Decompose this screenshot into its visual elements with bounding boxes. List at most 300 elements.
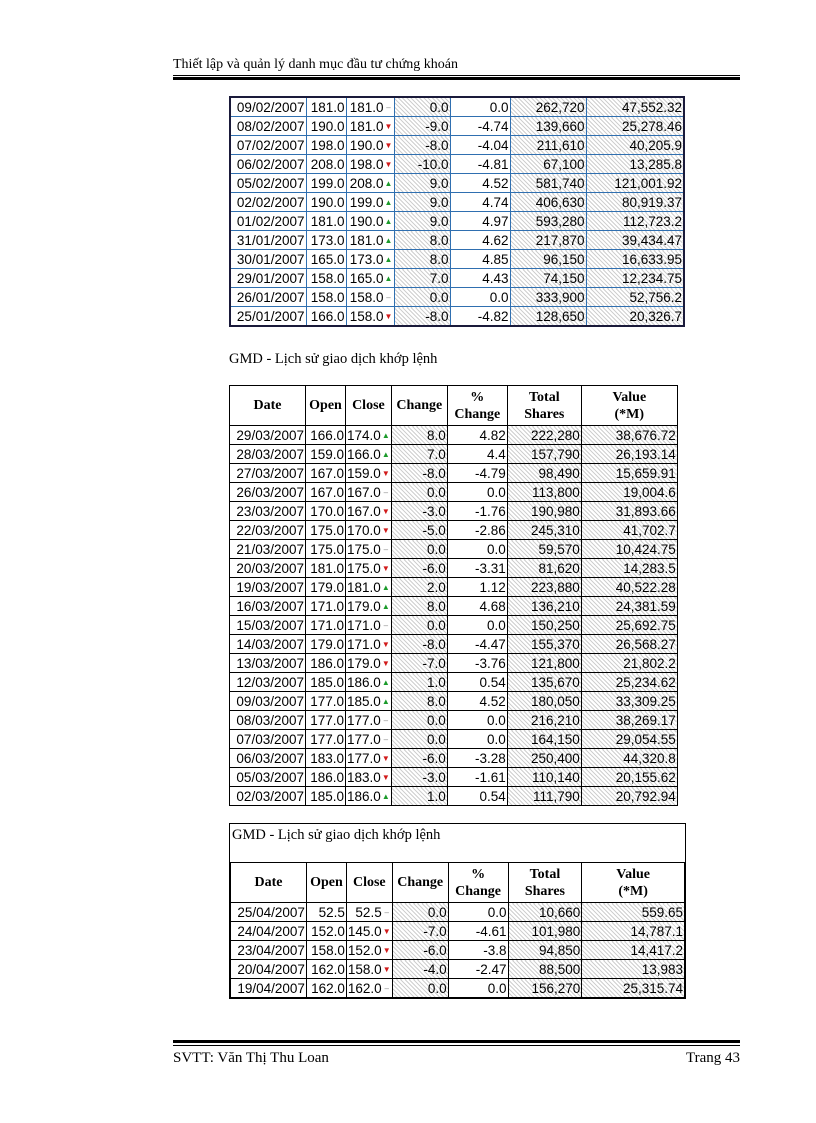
cell-pct-change-text: -3.8	[483, 942, 507, 958]
cell-open	[306, 136, 346, 155]
table-caption: GMD - Lịch sử giao dịch khớp lệnh	[232, 827, 441, 843]
cell-total-shares	[507, 578, 581, 597]
document-title: Thiết lập và quản lý danh mục đầu tư chứng khoán	[173, 57, 458, 72]
cell-total-shares-text: 113,800	[531, 484, 580, 500]
cell-pct-change	[447, 445, 507, 464]
cell-close-text: 186.0	[347, 674, 381, 690]
cell-change	[392, 941, 448, 960]
cell-pct-change	[447, 635, 507, 654]
cell-change-text: -8.0	[422, 465, 446, 481]
cell-date-text: 26/01/2007	[236, 289, 305, 305]
cell-change	[394, 212, 450, 231]
cell-open	[306, 597, 346, 616]
cell-date-text: 21/03/2007	[236, 541, 304, 557]
cell-close-text: 171.0	[347, 636, 381, 652]
cell-total-shares-text: 190,980	[530, 503, 580, 519]
table-row	[230, 231, 684, 250]
cell-close-text: 167.0	[347, 503, 381, 519]
cell-close-text: 186.0	[347, 788, 381, 804]
cell-date-text: 12/03/2007	[236, 674, 304, 690]
cell-open	[306, 960, 346, 979]
cell-open	[306, 768, 346, 787]
header-pct-line2: Change	[454, 406, 501, 422]
cell-change	[394, 288, 450, 307]
cell-total-shares-text: 216,210	[530, 712, 580, 728]
cell-change-text: 1.0	[427, 674, 446, 690]
cell-close	[346, 117, 394, 136]
cell-value	[582, 922, 685, 941]
cell-date	[230, 635, 306, 654]
table-row	[230, 768, 678, 787]
table-row	[231, 941, 685, 960]
triangle-down-icon: ▼	[381, 506, 390, 516]
cell-close	[346, 174, 394, 193]
flat-marker-icon: –	[383, 544, 389, 554]
cell-value-text: 52,756.2	[629, 289, 682, 305]
cell-date-text: 20/04/2007	[237, 961, 305, 977]
cell-date-text: 09/03/2007	[236, 693, 304, 709]
cell-change	[391, 502, 447, 521]
cell-change	[391, 464, 447, 483]
cell-pct-change	[450, 136, 510, 155]
flat-marker-icon: –	[384, 983, 389, 993]
cell-open-text: 186.0	[310, 655, 344, 671]
cell-close-text: 175.0	[347, 560, 381, 576]
cell-close-text: 198.0	[349, 156, 384, 172]
cell-pct-change-text: 4.52	[482, 175, 509, 191]
cell-date-text: 07/03/2007	[236, 731, 304, 747]
cell-total-shares-text: 262,720	[535, 99, 585, 115]
cell-pct-change-text: 4.62	[482, 232, 509, 248]
price-history-table-march	[229, 385, 678, 806]
header-pct-line1: %	[470, 389, 485, 405]
cell-date	[230, 578, 306, 597]
cell-date-text: 02/02/2007	[236, 194, 305, 210]
cell-date-text: 29/03/2007	[236, 427, 304, 443]
table-row	[230, 97, 684, 117]
cell-pct-change-text: -3.28	[475, 750, 506, 766]
cell-pct-change-text: 0.0	[487, 904, 507, 920]
table-row	[231, 922, 685, 941]
cell-value-text: 15,659.91	[615, 465, 676, 481]
cell-value	[586, 231, 684, 250]
cell-pct-change-text: 0.0	[487, 617, 506, 633]
cell-close-text: 190.0	[349, 137, 384, 153]
cell-value-text: 29,054.55	[615, 731, 676, 747]
cell-total-shares-text: 128,650	[535, 308, 585, 324]
cell-close-text: 145.0	[347, 923, 382, 939]
cell-pct-change-text: -2.86	[475, 522, 506, 538]
cell-pct-change-text: 4.74	[482, 194, 509, 210]
table-row	[231, 903, 685, 922]
table-row	[230, 578, 678, 597]
cell-change	[391, 711, 447, 730]
cell-pct-change	[448, 979, 508, 998]
cell-pct-change	[447, 673, 507, 692]
cell-value	[581, 654, 677, 673]
cell-open	[306, 616, 346, 635]
cell-pct-change-text: -4.82	[477, 308, 509, 324]
cell-total-shares-text: 581,740	[535, 175, 585, 191]
cell-date	[230, 155, 306, 174]
cell-pct-change	[448, 922, 508, 941]
cell-value-text: 25,315.74	[622, 980, 683, 996]
triangle-up-icon: ▲	[381, 601, 390, 611]
cell-close-text: 158.0	[347, 961, 382, 977]
cell-total-shares	[507, 540, 581, 559]
cell-close	[346, 193, 394, 212]
cell-close	[346, 730, 392, 749]
cell-date	[230, 174, 306, 193]
cell-pct-change	[450, 307, 510, 327]
cell-date	[231, 960, 307, 979]
cell-change	[392, 903, 448, 922]
table-row	[230, 616, 678, 635]
cell-change-text: 0.0	[427, 617, 446, 633]
header-pct-change	[448, 863, 508, 903]
cell-pct-change-text: -3.76	[475, 655, 506, 671]
footer-author: SVTT: Văn Thị Thu Loan	[173, 1050, 329, 1066]
cell-close	[346, 445, 392, 464]
cell-date-text: 28/03/2007	[236, 446, 304, 462]
cell-total-shares	[507, 787, 581, 806]
price-history-box-april	[229, 823, 686, 999]
header-change: Change	[391, 386, 447, 426]
triangle-down-icon: ▼	[384, 140, 393, 150]
price-history-table-april	[230, 862, 685, 998]
cell-change-text: 0.0	[427, 980, 447, 996]
cell-pct-change-text: -2.47	[475, 961, 507, 977]
cell-value	[586, 288, 684, 307]
cell-value-text: 559.65	[641, 904, 683, 920]
triangle-down-icon: ▼	[382, 945, 391, 955]
cell-close	[346, 559, 392, 578]
cell-date	[230, 673, 306, 692]
cell-change-text: 0.0	[427, 541, 446, 557]
cell-value-text: 12,234.75	[621, 270, 682, 286]
cell-open-text: 52.5	[318, 904, 345, 920]
cell-pct-change	[450, 288, 510, 307]
cell-total-shares-text: 222,280	[530, 427, 580, 443]
cell-date	[230, 483, 306, 502]
cell-pct-change-text: -4.47	[475, 636, 506, 652]
cell-pct-change-text: 1.12	[479, 579, 506, 595]
cell-change-text: -8.0	[422, 636, 446, 652]
cell-open-text: 177.0	[310, 731, 344, 747]
cell-total-shares-text: 223,880	[530, 579, 580, 595]
triangle-up-icon: ▲	[384, 254, 393, 264]
cell-change	[391, 635, 447, 654]
table-row	[230, 269, 684, 288]
cell-open	[306, 426, 346, 445]
cell-open	[306, 787, 346, 806]
table-row	[230, 174, 684, 193]
triangle-up-icon: ▲	[381, 677, 390, 687]
table-row	[230, 502, 678, 521]
table-row	[230, 155, 684, 174]
cell-total-shares	[510, 307, 586, 327]
header-shares-line2: Shares	[524, 883, 566, 899]
cell-value-text: 26,193.14	[615, 446, 676, 462]
cell-total-shares	[510, 97, 586, 117]
cell-pct-change	[447, 711, 507, 730]
cell-value-text: 20,155.62	[615, 769, 676, 785]
cell-value-text: 24,381.59	[615, 598, 676, 614]
header-value-line2: (*M)	[618, 883, 648, 899]
table-row	[230, 136, 684, 155]
cell-date	[230, 307, 306, 327]
cell-open	[306, 654, 346, 673]
cell-total-shares	[508, 941, 582, 960]
cell-open	[306, 97, 346, 117]
cell-value-text: 21,802.2	[623, 655, 676, 671]
table-row	[230, 212, 684, 231]
cell-open	[306, 483, 346, 502]
cell-change-text: -8.0	[425, 308, 449, 324]
flat-marker-icon: –	[383, 487, 389, 497]
cell-open-text: 158.0	[311, 942, 345, 958]
triangle-up-icon: ▲	[381, 791, 390, 801]
cell-open-text: 181.0	[310, 99, 345, 115]
cell-close	[346, 155, 394, 174]
cell-date-text: 08/02/2007	[236, 118, 305, 134]
cell-total-shares	[507, 597, 581, 616]
cell-open-text: 152.0	[311, 923, 345, 939]
cell-pct-change	[450, 174, 510, 193]
cell-open	[306, 521, 346, 540]
cell-open	[306, 941, 346, 960]
cell-open-text: 166.0	[310, 308, 345, 324]
table-row	[230, 445, 678, 464]
cell-date-text: 08/03/2007	[236, 712, 304, 728]
cell-total-shares-text: 139,660	[535, 118, 585, 134]
cell-value	[586, 136, 684, 155]
cell-pct-change	[447, 521, 507, 540]
cell-close	[346, 768, 392, 787]
cell-close	[346, 426, 392, 445]
cell-close	[346, 673, 392, 692]
cell-date	[230, 288, 306, 307]
table-row	[230, 673, 678, 692]
cell-date	[231, 922, 307, 941]
cell-change	[391, 616, 447, 635]
footer-rule-thin	[173, 1045, 740, 1046]
cell-date	[230, 654, 306, 673]
cell-total-shares-text: 59,570	[538, 541, 580, 557]
cell-pct-change-text: -4.79	[475, 465, 506, 481]
cell-close	[346, 269, 394, 288]
cell-date	[230, 269, 306, 288]
table-row	[230, 426, 678, 445]
cell-close	[346, 979, 392, 998]
cell-pct-change-text: -4.81	[477, 156, 509, 172]
cell-value	[581, 730, 677, 749]
cell-pct-change	[450, 117, 510, 136]
cell-total-shares-text: 156,270	[531, 980, 581, 996]
cell-change	[392, 979, 448, 998]
cell-total-shares	[508, 960, 582, 979]
cell-change	[394, 193, 450, 212]
cell-change	[391, 673, 447, 692]
cell-close-text: 173.0	[349, 251, 384, 267]
cell-change-text: 9.0	[429, 213, 449, 229]
cell-open-text: 177.0	[310, 712, 344, 728]
cell-total-shares	[508, 922, 582, 941]
cell-change	[391, 787, 447, 806]
cell-total-shares	[507, 673, 581, 692]
cell-close	[346, 483, 392, 502]
cell-date	[230, 502, 306, 521]
cell-value-text: 39,434.47	[621, 232, 682, 248]
cell-value	[581, 483, 677, 502]
cell-open	[306, 212, 346, 231]
cell-pct-change	[447, 426, 507, 445]
cell-close	[346, 288, 394, 307]
cell-change	[392, 922, 448, 941]
cell-close-text: 170.0	[347, 522, 381, 538]
cell-value	[586, 97, 684, 117]
cell-pct-change-text: 0.54	[479, 674, 506, 690]
cell-value-text: 40,522.28	[615, 579, 676, 595]
table-row	[230, 692, 678, 711]
cell-close-text: 162.0	[347, 980, 382, 996]
cell-pct-change	[450, 212, 510, 231]
table-row	[230, 711, 678, 730]
cell-close-text: 181.0	[347, 579, 381, 595]
cell-date-text: 15/03/2007	[236, 617, 304, 633]
cell-date	[230, 445, 306, 464]
cell-close-text: 199.0	[349, 194, 384, 210]
cell-value	[581, 635, 677, 654]
cell-change-text: -4.0	[423, 961, 447, 977]
cell-value-text: 40,205.9	[629, 137, 682, 153]
page-header	[173, 56, 740, 74]
cell-change	[394, 155, 450, 174]
cell-total-shares-text: 593,280	[535, 213, 585, 229]
cell-value-text: 14,787.1	[630, 923, 683, 939]
cell-value-text: 10,424.75	[615, 541, 676, 557]
cell-change-text: 1.0	[427, 788, 446, 804]
cell-open-text: 162.0	[311, 980, 345, 996]
cell-open-text: 185.0	[310, 788, 344, 804]
cell-pct-change	[447, 749, 507, 768]
cell-close	[346, 307, 394, 327]
cell-change-text: 9.0	[429, 194, 449, 210]
cell-date	[231, 979, 307, 998]
cell-total-shares-text: 406,630	[535, 194, 585, 210]
table-row	[230, 288, 684, 307]
cell-date-text: 25/01/2007	[236, 308, 305, 324]
cell-pct-change-text: 0.0	[489, 99, 509, 115]
cell-total-shares-text: 136,210	[530, 598, 580, 614]
cell-value-text: 121,001.92	[614, 175, 682, 191]
cell-change-text: 8.0	[427, 427, 446, 443]
cell-value-text: 20,792.94	[615, 788, 676, 804]
cell-open-text: 171.0	[310, 617, 344, 633]
cell-total-shares-text: 250,400	[530, 750, 580, 766]
cell-total-shares	[507, 654, 581, 673]
cell-date-text: 29/01/2007	[236, 270, 305, 286]
cell-close-text: 152.0	[347, 942, 382, 958]
cell-value	[582, 960, 685, 979]
cell-open-text: 208.0	[310, 156, 345, 172]
header-close: Close	[346, 386, 392, 426]
cell-date	[230, 540, 306, 559]
cell-date-text: 25/04/2007	[237, 904, 305, 920]
cell-change-text: 0.0	[429, 99, 449, 115]
cell-total-shares-text: 333,900	[535, 289, 585, 305]
table-row	[231, 960, 685, 979]
cell-close	[346, 250, 394, 269]
cell-total-shares	[510, 155, 586, 174]
cell-pct-change	[448, 941, 508, 960]
cell-date-text: 26/03/2007	[236, 484, 304, 500]
cell-close-text: 175.0	[347, 541, 381, 557]
cell-total-shares-text: 67,100	[543, 156, 585, 172]
triangle-down-icon: ▼	[384, 121, 393, 131]
cell-close-text: 171.0	[347, 617, 381, 633]
header-pct-line2: Change	[455, 883, 502, 899]
cell-close-text: 158.0	[349, 289, 384, 305]
cell-value-text: 16,633.95	[621, 251, 682, 267]
header-pct-line1: %	[471, 866, 486, 882]
cell-pct-change	[450, 155, 510, 174]
cell-value-text: 44,320.8	[623, 750, 676, 766]
cell-pct-change-text: 0.0	[487, 541, 506, 557]
header-value-line1: Value	[616, 866, 651, 882]
table-row	[230, 730, 678, 749]
cell-open-text: 190.0	[310, 118, 345, 134]
cell-close	[346, 464, 392, 483]
cell-value	[581, 540, 677, 559]
cell-change-text: -9.0	[425, 118, 449, 134]
cell-date-text: 14/03/2007	[236, 636, 304, 652]
cell-change-text: 9.0	[429, 175, 449, 191]
cell-value	[581, 616, 677, 635]
table-row	[230, 521, 678, 540]
cell-open	[306, 692, 346, 711]
cell-change	[394, 117, 450, 136]
cell-pct-change	[447, 730, 507, 749]
cell-close-text: 177.0	[347, 731, 381, 747]
cell-total-shares	[510, 231, 586, 250]
cell-open-text: 199.0	[310, 175, 345, 191]
cell-value	[582, 979, 685, 998]
cell-date-text: 01/02/2007	[236, 213, 305, 229]
cell-date-text: 23/03/2007	[236, 503, 304, 519]
cell-open	[306, 174, 346, 193]
cell-change-text: -7.0	[423, 923, 447, 939]
cell-pct-change	[447, 483, 507, 502]
cell-open	[306, 673, 346, 692]
cell-change-text: -6.0	[422, 560, 446, 576]
cell-change	[391, 749, 447, 768]
cell-value	[581, 597, 677, 616]
cell-change-text: 7.0	[429, 270, 449, 286]
cell-change-text: 8.0	[427, 693, 446, 709]
cell-total-shares	[507, 521, 581, 540]
cell-close-text: 208.0	[349, 175, 384, 191]
cell-value	[581, 426, 677, 445]
cell-total-shares	[507, 559, 581, 578]
cell-value	[581, 464, 677, 483]
cell-total-shares	[510, 269, 586, 288]
cell-close	[346, 597, 392, 616]
cell-pct-change-text: 0.0	[489, 289, 509, 305]
cell-date	[230, 787, 306, 806]
cell-total-shares-text: 81,620	[538, 560, 580, 576]
cell-change-text: -8.0	[425, 137, 449, 153]
